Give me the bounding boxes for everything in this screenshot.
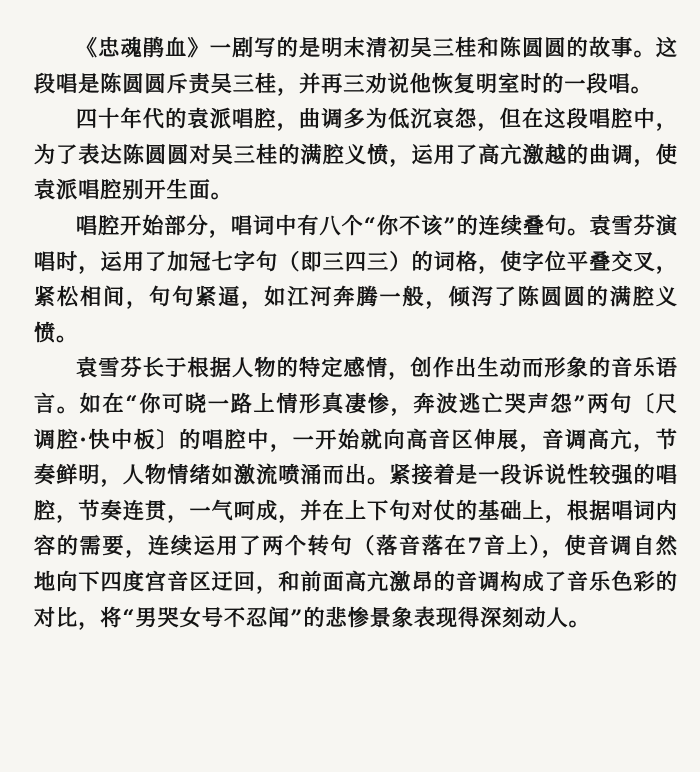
paragraph-2: 四十年代的袁派唱腔，曲调多为低沉哀怨，但在这段唱腔中，为了表达陈圆圆对吴三桂的满腔义愤，运用了高亢激越的曲调，使袁派唱腔别开生面。: [34, 106, 678, 203]
paragraph-1: 《忠魂鹃血》一剧写的是明末清初吴三桂和陈圆圆的故事。这段唱是陈圆圆斥责吴三桂，并再三劝说他恢复明室时的一段唱。: [34, 35, 678, 96]
paragraph-4: 袁雪芬长于根据人物的特定感情，创作出生动而形象的音乐语言。如在“你可晓一路上情形真凄惨，奔波逃亡哭声怨”两句〔尺调腔·快中板〕的唱腔中，一开始就向高音区伸展，音调高亢，节奏鲜明，人物情绪如激流喷涌而出。紧接着是一段诉说性较强的唱腔，节奏连贯，一气呵成，并在上下句对仗的基础上，根据唱词内容的需要，连续运用了两个转句（落音落在7音上），使音调自然地向下四度宫音区迂回，和前面高亢激昂的音调构成了音乐色彩的对比，将“男哭女号不忍闻”的悲惨景象表现得深刻动人。: [34, 355, 678, 630]
paragraph-3: 唱腔开始部分，唱词中有八个“你不该”的连续叠句。袁雪芬演唱时，运用了加冠七字句（即三四三）的词格，使字位平叠交叉，紧松相间，句句紧逼，如江河奔腾一般，倾泻了陈圆圆的满腔义愤。: [34, 212, 678, 345]
